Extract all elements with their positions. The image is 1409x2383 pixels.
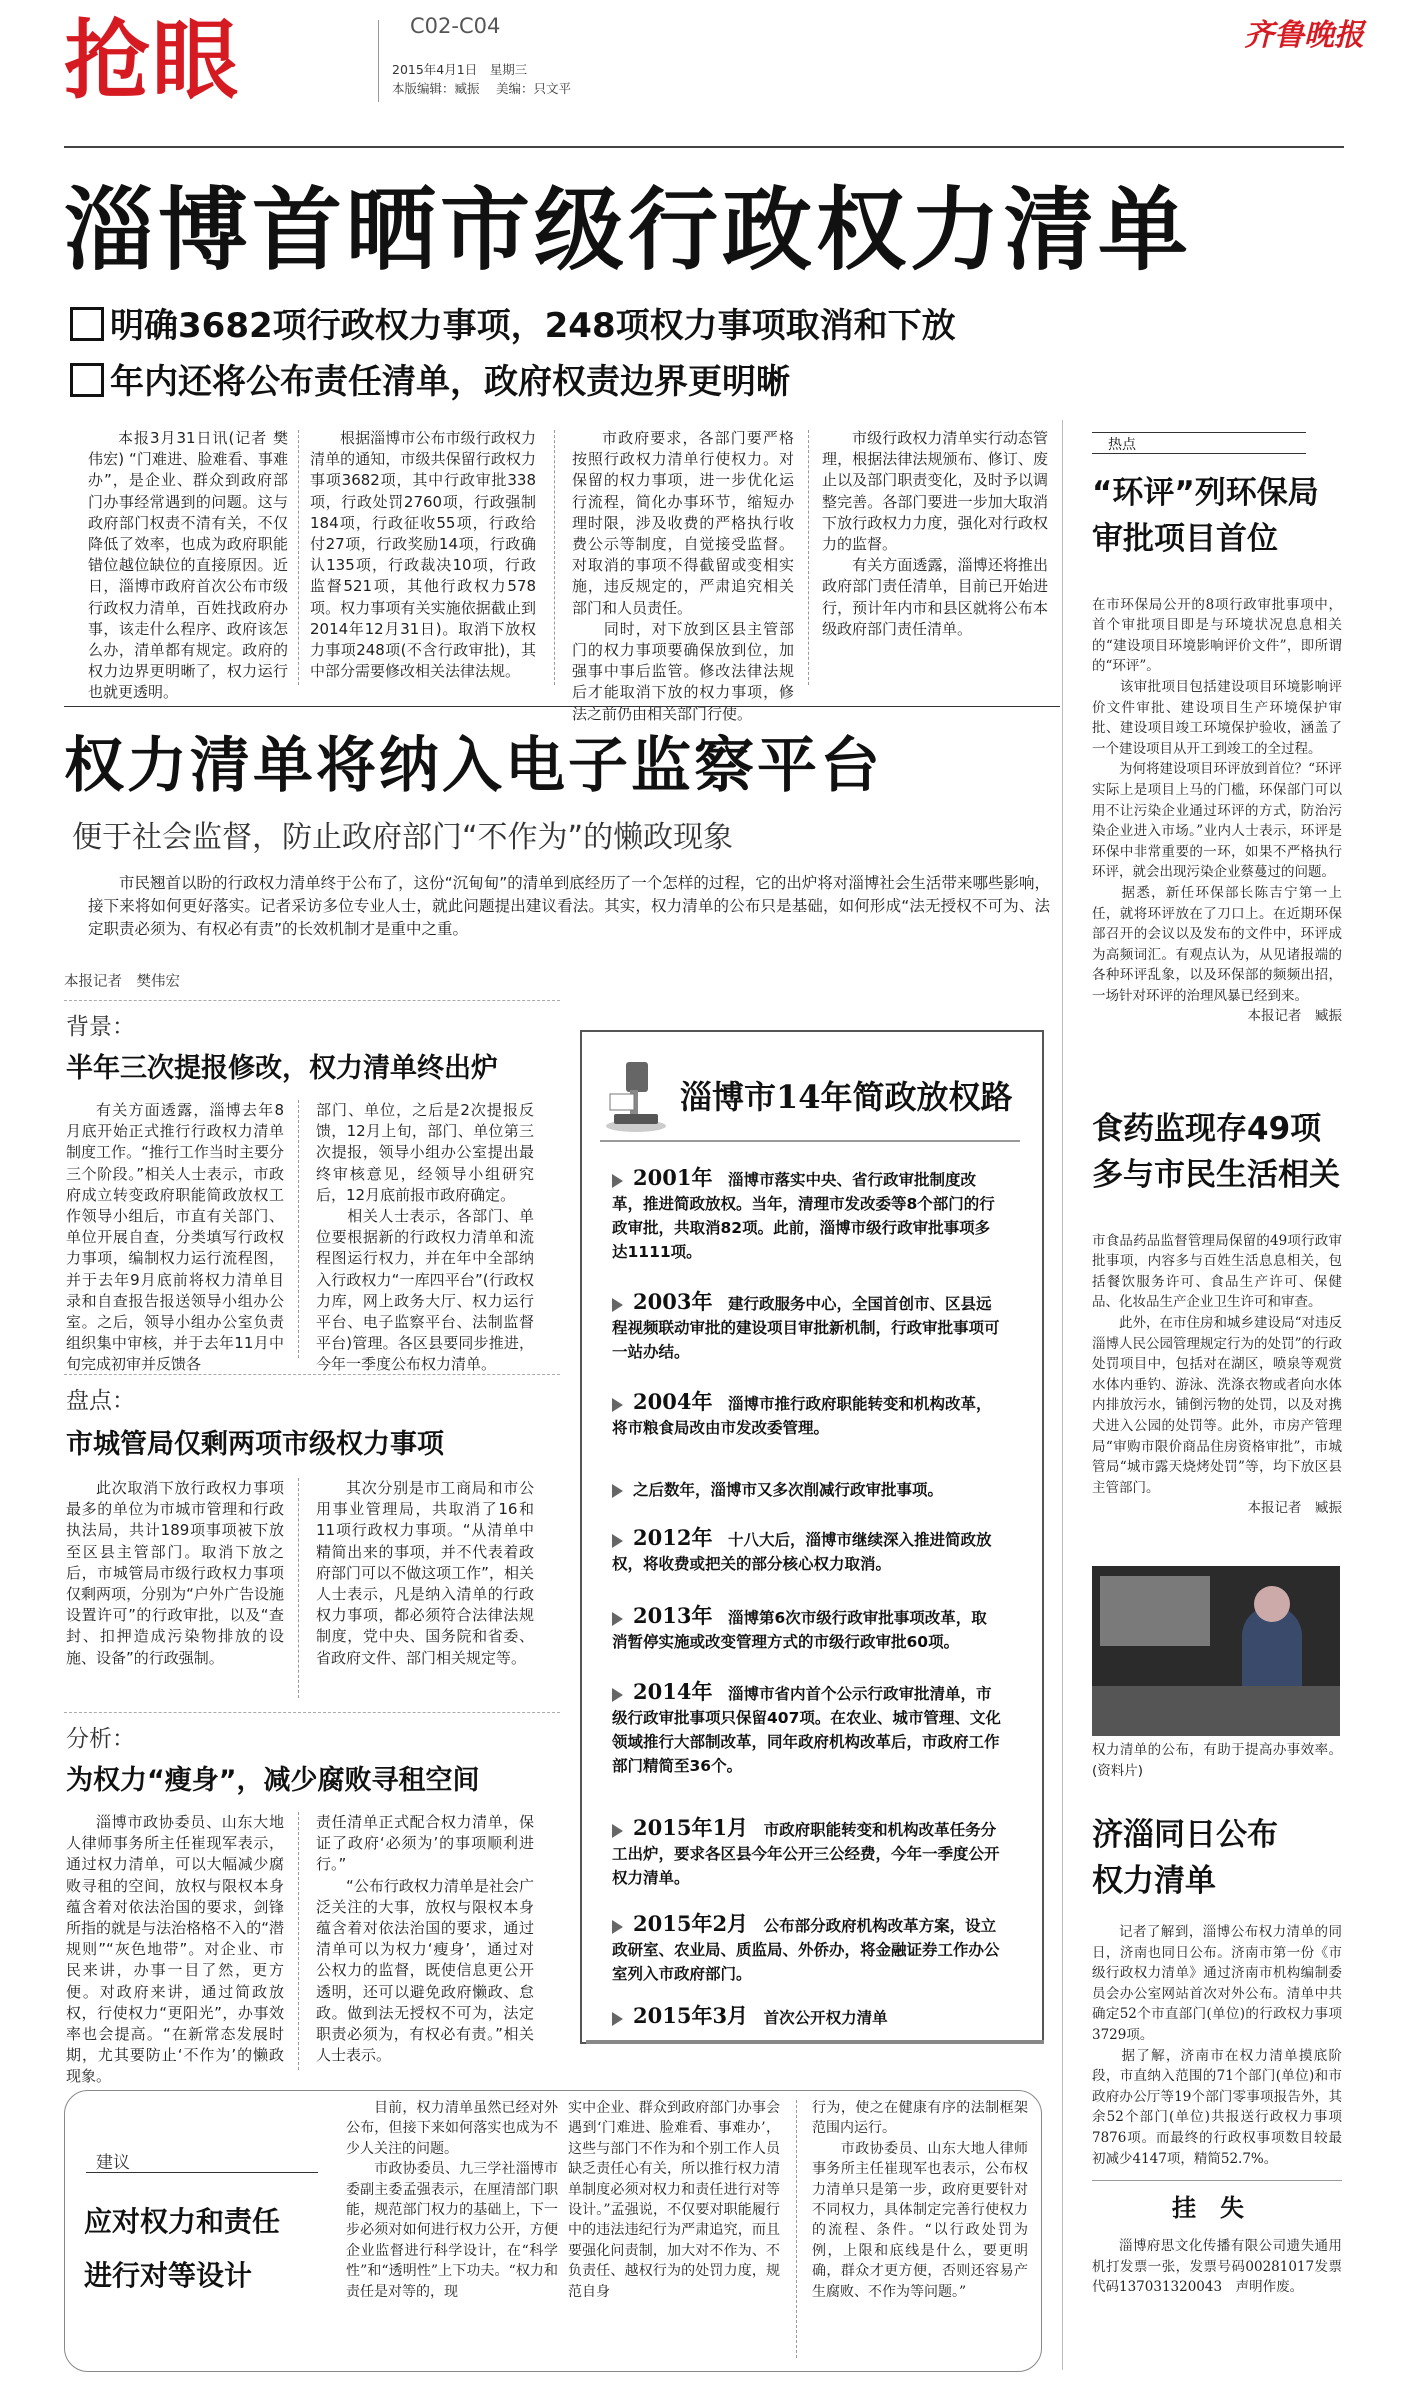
analysis-title: 为权力“瘦身”，减少腐败寻租空间: [66, 1765, 480, 1796]
timeline-text: 淄博市推行政府职能转变和机构改革，将市粮食局改由市发改委管理。: [612, 1395, 992, 1437]
timeline-item: [612, 2004, 1002, 2030]
sidebar-story-3-title: 济淄同日公布权力清单: [1092, 1817, 1278, 1899]
suggestion-col-2: 实中企业、群众到政府部门办事会遇到‘门难进、脸难看、事难办’，这些与部门不作为和个别工作人员缺乏责任心有关，所以推行权力清单制度必须对权力和责任进行对等设计。”孟强说，不仅要对职能履行中的违法违纪行为严肃追究，而且要强化问责制，加大对不作为、不负责任、越权行为的处罚力度，规范自身: [568, 2100, 780, 2300]
timeline-title-rule: [600, 1140, 1020, 1142]
lead-deck-1-text: 明确3682项行政权力事项，248项权力事项取消和下放: [110, 306, 956, 346]
section-logo: 抢眼: [64, 11, 240, 111]
timeline-text: 淄博第6次市级行政审批事项改革，取消暂停实施或改变管理方式的市级行政审批60项。: [612, 1609, 987, 1651]
analysis-col-2: 责任清单正式配合权力清单，保证了政府‘必须为’的事项顺利进行。” “公布行政权力清单是社会广泛关注的大事，放权与限权本身蕴含着对依法治国的要求，通过清单可以为权力‘瘦身’，通过对公权力的监督，既使信息更公开透明，还可以避免政府懒政、怠政。做到法无授权不可为，法定职责必须为，有权必有责。”相关人士表示。: [316, 1813, 534, 2065]
timeline-item: [612, 1290, 1002, 1364]
page-range: C02-C04: [410, 14, 501, 38]
arrow-right-icon: [612, 1298, 623, 1312]
arrow-right-icon: [612, 1612, 623, 1626]
photo-window: [1100, 1576, 1210, 1646]
timeline-item: [612, 1604, 1002, 1654]
arrow-right-icon: [612, 2012, 623, 2026]
lead-col-divider: [554, 430, 555, 685]
lead-deck-2-text: 年内还将公布责任清单，政府权责边界更明晰: [110, 362, 790, 402]
sidebar-story-2-body: [1092, 1210, 1342, 1550]
timeline-year: 2015年2月: [633, 1911, 749, 1936]
col-divider: [298, 1100, 299, 1358]
lead-deck-2: [70, 354, 790, 403]
timeline-year: 2014年: [633, 1679, 713, 1704]
checkbox-square-icon: [70, 363, 104, 397]
col-divider: [298, 1812, 299, 2070]
timeline-text: 淄博市落实中央、省行政审批制度改革，推进简政放权。当年，清理市发改委等8个部门的行政审批，共取消82项。此前，淄博市级行政审批事项多达1111项。: [612, 1171, 995, 1261]
timeline-text: 淄博市省内首个公示行政审批清单，市级行政审批事项只保留407项。在农业、城市管理、文化领域推行大部制改革，同年政府机构改革后，市政府工作部门精简至36个。: [612, 1685, 1001, 1775]
timeline-item: [612, 1680, 1002, 1778]
section-rule: [64, 706, 1060, 707]
timeline-title: 淄博市14年简政放权路: [680, 1078, 1013, 1116]
col-divider: [796, 2100, 797, 2358]
photo-caption: 权力清单的公布，有助于提高办事效率。(资料片): [1092, 1742, 1342, 1779]
timeline-year: 2015年3月: [633, 2003, 749, 2028]
sidebar-story-3-body: 记者了解到，淄博公布权力清单的同日，济南也同日公布。济南市第一份《市级行政权力清单》通过济南市机构编制委员会办公室网站首次对外公布。清单中共确定52个市直部门(单位)的行政权力事项3729项。 据了解，济南市在权力清单摸底阶段，市直纳入范围的71个部门(单位)和市政府办公厅等19个部门零事项报告外，其余52个部门(单位)共报送行政权力事项7876项。而最终的行政权事项数目较最初减少4147项，精简52.7%。: [1092, 1924, 1342, 2167]
photo-face: [1254, 1586, 1290, 1622]
section-rule: [64, 1374, 560, 1375]
sidebar-story-2-title: 食药监现存49项多与市民生活相关: [1092, 1111, 1340, 1193]
timeline-year: 2015年1月: [633, 1815, 749, 1840]
hot-tag: 热点: [1108, 437, 1136, 453]
section-rule: [64, 1000, 560, 1001]
suggestion-title-1: 应对权力和责任: [84, 2205, 281, 2238]
editors-line: 本版编辑：臧振 美编：只文平: [392, 81, 571, 96]
timeline-text: 十八大后，淄博市继续深入推进简政放权，将收费或把关的部分核心权力取消。: [612, 1531, 992, 1573]
timeline-item: [612, 1166, 1002, 1264]
lead-col-4: 市级行政权力清单实行动态管理，根据法律法规颁布、修订、废止以及部门职责变化，及时予以调整完善。各部门要进一步加大取消下放行政权力力度，强化对行政权力的监督。 有关方面透露，淄博还将推出政府部门责任清单，目前已开始进行，预计年内市和县区就将公布本级政府部门责任清单。: [822, 429, 1048, 638]
lost-notice-rule: [1092, 2180, 1342, 2181]
timeline-year: 2012年: [633, 1525, 713, 1550]
arrow-right-icon: [612, 1824, 623, 1838]
timeline-box-shadow: [586, 2040, 1044, 2044]
second-intro: 市民翘首以盼的行政权力清单终于公布了，这份“沉甸甸”的清单到底经历了一个怎样的过程，它的出炉将对淄博社会生活带来哪些影响，接下来将如何更好落实。记者采访多位专业人士，就此问题提出建议看法。其实，权力清单的公布只是基础，如何形成“法无授权不可为、法定职责必须为、有权必有责”的长效机制才是重中之重。: [88, 874, 1050, 938]
checkbox-square-icon: [70, 307, 104, 341]
timeline-item: [612, 1390, 1002, 1440]
lead-col-divider: [298, 430, 299, 685]
suggestion-col-1: 目前，权力清单虽然已经对外公布，但接下来如何落实也成为不少人关注的问题。 市政协委员、九三学社淄博市委副主委孟强表示，在厘清部门职能，规范部门权力的基础上，下一步必须对如何进行权力公开，方便企业监督进行科学设计，在“科学性”和“透明性”上下功夫。“权力和责任是对等的，现: [346, 2100, 558, 2300]
arrow-right-icon: [612, 1484, 623, 1498]
sidebar-story-1-text: 在市环保局公开的8项行政审批事项中，首个审批项目即是与环境状况息息相关的“建设项目环境影响评价文件”，即所谓的“环评”。 该审批项目包括建设项目环境影响评价文件审批、建设项目生产环境保护审批、建设项目竣工环境保护验收，涵盖了一个建设项目从开工到竣工的全过程。 为何将建设项目环评放到首位？“环评实际上是项目上马的门槛，环保部门可以用不让污染企业通过环评的方式，防治污染企业进入市场。”业内人士表示，环评是环保中非常重要的一环，如果不严格执行环评，就会出现污染企业蔡蔓过的问题。 据悉，新任环保部长陈吉宁第一上任，就将环评放在了刀口上。在近期环保部召开的会议以及发布的文件中，环评成为高频词汇。有观点认为，从见诸报端的各种环评乱象，以及环保部的频频出招，一场针对环评的治理风暴已经到来。: [1092, 596, 1342, 1004]
lead-col-divider: [808, 430, 809, 685]
background-col-1: 有关方面透露，淄博去年8月底开始正式推行行政权力清单制度工作。“推行工作当时主要分三个阶段。”相关人士表示，市政府成立转变政府职能简政放权工作领导小组后，市直有关部门、单位开展自查，分类填写行政权力事项，编制权力运行流程图，并于去年9月底前将权力清单目录和自查报告报送领导小组办公室。之后，领导小组办公室负责组织集中审核，并于去年11月中旬完成初审并反馈各: [66, 1101, 284, 1374]
timeline-year: 2004年: [633, 1389, 713, 1414]
issue-date: 2015年4月1日 星期三: [392, 62, 528, 77]
timeline-item: [612, 1912, 1002, 1986]
background-col-2: 部门、单位，之后是2次提报反馈，12月上旬，部门、单位第三次提报，领导小组办公室提出最终审核意见，经领导小组研究后，12月底前报市政府确定。 相关人士表示，各部门、单位要根据新的行政权力清单和流程图运行权力，并在年中全部纳入行政权力“一库四平台”(行政权力库，网上政务大厅、权力运行平台、电子监察平台、法制监督平台)管理。各区县要同步推进，今年一季度公布权力清单。: [316, 1101, 534, 1374]
arrow-right-icon: [612, 1688, 623, 1702]
sidebar-divider: [1062, 420, 1063, 2370]
sidebar-story-2-byline: 本报记者 臧振: [1247, 1500, 1342, 1517]
timeline-text: 建行政服务中心，全国首创市、区县远程视频联动审批的建设项目审批新机制，行政审批事项可一站办结。: [612, 1295, 1000, 1361]
photo-desk: [1092, 1686, 1340, 1736]
timeline-text: 之后数年，淄博市又多次削减行政审批事项。: [633, 1481, 944, 1499]
lead-col-1: 本报3月31日讯(记者 樊伟宏) “门难进、脸难看、事难办”，是企业、群众到政府部门办事经常遇到的问题。这与政府部门权责不清有关，不仅降低了效率，也成为政府职能错位越位缺位的直接原因。近日，淄博市政府首次公布市级行政权力清单，百姓找政府办事，该走什么程序、政府该怎么办，清单都有规定。政府的权力边界更明晰了，权力运行也就更透明。: [88, 429, 288, 702]
lead-col-3: 市政府要求，各部门要严格按照行政权力清单行使权力。对保留的权力事项，进一步优化运行流程，简化办事环节，缩短办理时限，涉及收费的严格执行收费公示等制度，自觉接受监督。对取消的事项不得截留或变相实施，违反规定的，严肃追究相关部门和人员责任。 同时，对下放到区县主管部门的权力事项要确保放到位，加强事中事后监管。修改法律法规后才能取消下放的权力事项，修法之前仍由相关部门行使。: [572, 429, 794, 723]
lead-headline: 淄博首晒市级行政权力清单: [64, 178, 1192, 283]
section-rule: [64, 1712, 560, 1713]
analysis-col-1: 淄博市政协委员、山东大地人律师事务所主任崔现军表示，通过权力清单，可以大幅减少腐败寻租的空间，放权与限权本身蕴含着对依法治国的要求，剑锋所指的就是与法治格格不入的“潜规则”“灰色地带”。对企业、市民来讲，办事一目了然，更方便。对政府来讲，通过简政放权，行使权力“更阳光”，办事效率也会提高。“在新常态发展时期，尤其要防止‘不作为’的懒政现象。: [66, 1813, 284, 2086]
suggestion-col-3: 行为，使之在健康有序的法制框架范围内运行。 市政协委员、山东大地人律师事务所主任崔现军也表示，公布权力清单只是第一步，政府更要针对不同权力，具体制定完善行使权力的流程、条件。“以行政处罚为例，上限和底线是什么，要更明确，群众才更方便，否则还容易产生腐败、不作为等问题。”: [812, 2100, 1028, 2300]
second-byline: 本报记者 樊伟宏: [64, 974, 180, 990]
sidebar-story-1-body: [1092, 574, 1342, 1072]
masthead-rule: [64, 146, 1344, 148]
timeline-year: 2013年: [633, 1603, 713, 1628]
arrow-right-icon: [612, 1398, 623, 1412]
timeline-text: 公布部分政府机构改革方案，设立政研室、农业局、质监局、外侨办，将金融证券工作办公室列入市政府部门。: [612, 1917, 1000, 1983]
inventory-label: 盘点：: [66, 1388, 135, 1414]
second-headline: 权力清单将纳入电子监察平台: [64, 731, 883, 801]
sidebar-photo: [1092, 1566, 1340, 1736]
lost-notice-title: 挂 失: [1172, 2194, 1244, 2222]
timeline-text: 市政府职能转变和机构改革任务分工出炉，要求各区县今年公开三公经费，今年一季度公开权力清单。: [612, 1821, 1000, 1887]
lost-notice-body: 淄博府思文化传播有限公司遗失通用机打发票一张，发票号码00281017发票代码137031320043 声明作废。: [1092, 2238, 1342, 2296]
sidebar-story-1-byline: 本报记者 臧振: [1247, 1008, 1342, 1025]
col-divider: [298, 1478, 299, 1698]
masthead-divider: [378, 20, 379, 102]
inventory-title: 市城管局仅剩两项市级权力事项: [66, 1429, 444, 1460]
sidebar-story-2-text: 市食品药品监督管理局保留的49项行政审批事项，内容多与百姓生活息息相关，包括餐饮服务许可、食品生产许可、保健品、化妆品生产企业卫生许可和审查。 此外，在市住房和城乡建设局“对违反淄博人民公园管理规定行为的处罚”的行政处罚项目中，包括对在湖区，喷泉等观赏水体内垂钓、游泳、洗涤衣物或者向水体内排放污水，铺倒污物的处罚，以及对携犬进入公园的处罚等。此外，市房产管理局“审购市限价商品住房资格审批”，市城管局“城市露天烧烤处罚”等，均下放区县主管部门。: [1092, 1232, 1342, 1496]
lead-deck-1: [70, 298, 956, 347]
inventory-col-1: 此次取消下放行政权力事项最多的单位为市城市管理和行政执法局，共计189项事项被下放至区县主管部门。取消下放之后，市城管局市级行政权力事项仅剩两项，分别为“户外广告设施设置许可”的行政审批，以及“查封、扣押造成污染物排放的设施、设备”的行政强制。: [66, 1479, 284, 1667]
arrow-right-icon: [612, 1534, 623, 1548]
suggestion-tag-rule: [86, 2172, 318, 2173]
brand-logo: 齐鲁晚报: [1244, 18, 1364, 53]
timeline-item: [612, 1478, 1002, 1502]
analysis-label: 分析：: [66, 1726, 135, 1752]
suggestion-title-2: 进行对等设计: [84, 2259, 253, 2292]
suggestion-tag: 建议: [96, 2153, 130, 2173]
second-subhead: 便于社会监督，防止政府部门“不作为”的懒政现象: [72, 820, 734, 855]
arrow-right-icon: [612, 1920, 623, 1934]
sidebar-story-1-title: “环评”列环保局审批项目首位: [1092, 475, 1319, 557]
gavel-icon: [600, 1054, 672, 1134]
inventory-col-2: 其次分别是市工商局和市公用事业管理局，共取消了16和11项行政权力事项。“从清单中精简出来的事项，并不代表着政府部门可以不做这项工作”，相关人士表示，凡是纳入清单的行政权力事项，都必须符合法律法规制度，党中央、国务院和省委、省政府文件、部门相关规定等。: [316, 1479, 534, 1667]
background-label: 背景：: [66, 1014, 135, 1040]
arrow-right-icon: [612, 1174, 623, 1188]
timeline-text: 首次公开权力清单: [763, 2009, 888, 2027]
background-title: 半年三次提报修改，权力清单终出炉: [66, 1053, 498, 1084]
timeline-year: 2003年: [633, 1289, 713, 1314]
timeline-item: [612, 1816, 1002, 1890]
lead-col-2: 根据淄博市公布市级行政权力清单的通知，市级共保留行政权力事项3682项，其中行政审批338项，行政处罚2760项，行政强制184项，行政征收55项，行政给付27项，行政奖励14项，行政确认135项，行政裁决10项，行政监督521项，其他行政权力578项。权力事项有关实施依据截止到2014年12月31日)。取消下放权力事项248项(不含行政审批)，其中部分需要修改相关法律法规。: [310, 429, 536, 681]
timeline-item: [612, 1526, 1002, 1576]
timeline-year: 2001年: [633, 1165, 713, 1190]
